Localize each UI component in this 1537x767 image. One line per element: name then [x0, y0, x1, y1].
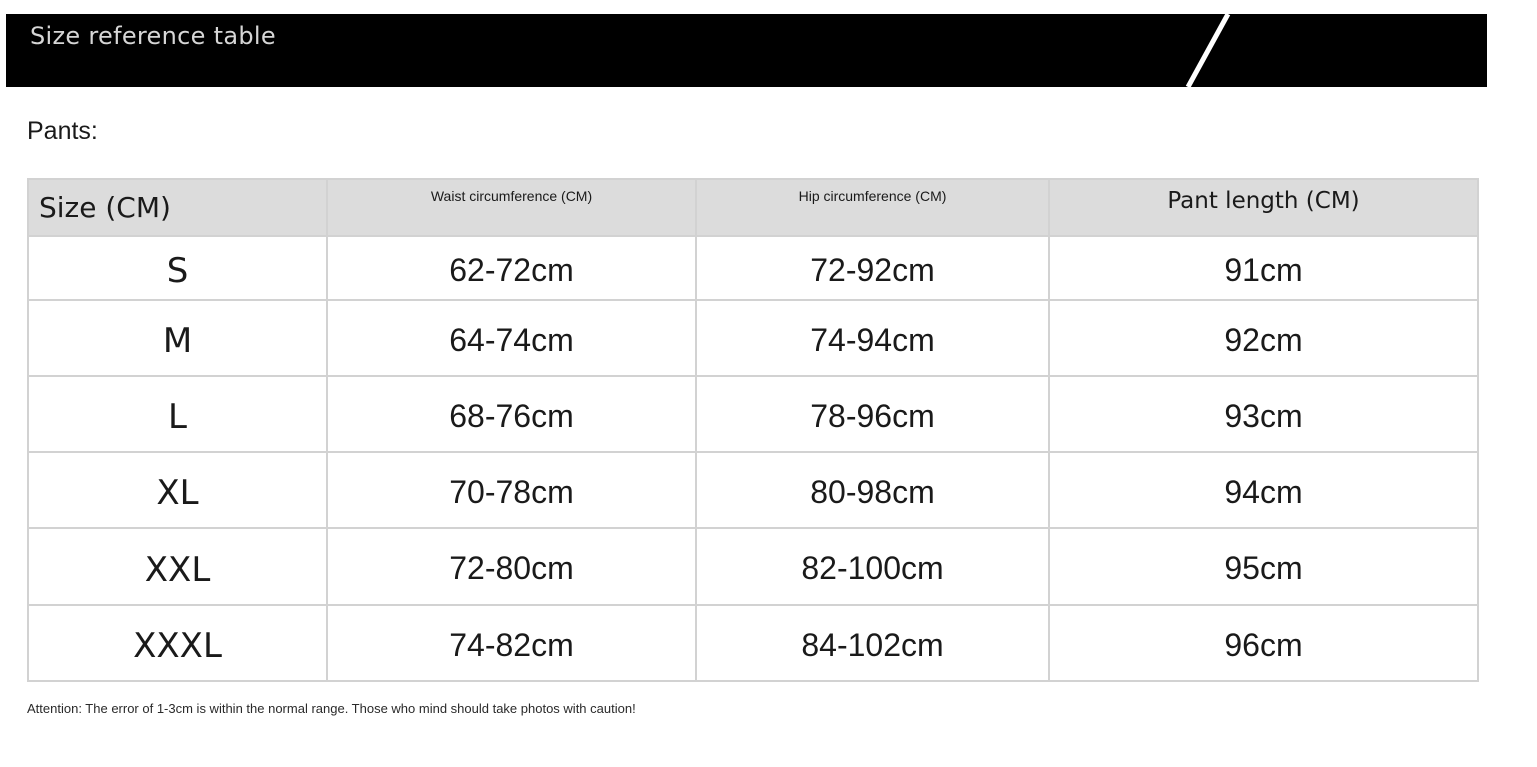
length-cell: 94cm — [1049, 452, 1478, 528]
waist-cell: 68-76cm — [327, 376, 696, 452]
table-row — [28, 376, 1478, 452]
table-row — [28, 605, 1478, 681]
size-cell: XL — [28, 452, 327, 528]
waist-cell: 70-78cm — [327, 452, 696, 528]
size-cell: XXL — [28, 528, 327, 605]
header-hip: Hip circumference (CM) — [696, 179, 1049, 236]
title-banner — [6, 14, 1487, 87]
attention-note: Attention: The error of 1-3cm is within the normal range. Those who mind should take photos with caution! — [27, 701, 636, 716]
hip-cell: 82-100cm — [696, 528, 1049, 605]
waist-cell: 74-82cm — [327, 605, 696, 681]
table-row — [28, 452, 1478, 528]
hip-cell: 72-92cm — [696, 236, 1049, 300]
size-cell: L — [28, 376, 327, 452]
section-label-pants: Pants: — [27, 117, 98, 145]
length-cell: 92cm — [1049, 300, 1478, 376]
table-row — [28, 300, 1478, 376]
size-cell: XXXL — [28, 605, 327, 681]
banner-title: Size reference table — [30, 22, 276, 50]
hip-cell: 84-102cm — [696, 605, 1049, 681]
size-chart-table — [27, 178, 1479, 682]
header-pant-length: Pant length (CM) — [1049, 179, 1478, 236]
length-cell: 95cm — [1049, 528, 1478, 605]
slash-decoration — [1176, 14, 1236, 87]
length-cell: 93cm — [1049, 376, 1478, 452]
hip-cell: 80-98cm — [696, 452, 1049, 528]
header-size: Size (CM) — [28, 179, 327, 236]
table-row — [28, 236, 1478, 300]
length-cell: 91cm — [1049, 236, 1478, 300]
hip-cell: 78-96cm — [696, 376, 1049, 452]
table-header-row — [28, 179, 1478, 236]
size-cell: S — [28, 236, 327, 300]
waist-cell: 64-74cm — [327, 300, 696, 376]
waist-cell: 72-80cm — [327, 528, 696, 605]
size-cell: M — [28, 300, 327, 376]
waist-cell: 62-72cm — [327, 236, 696, 300]
table-row — [28, 528, 1478, 605]
hip-cell: 74-94cm — [696, 300, 1049, 376]
length-cell: 96cm — [1049, 605, 1478, 681]
header-waist: Waist circumference (CM) — [327, 179, 696, 236]
